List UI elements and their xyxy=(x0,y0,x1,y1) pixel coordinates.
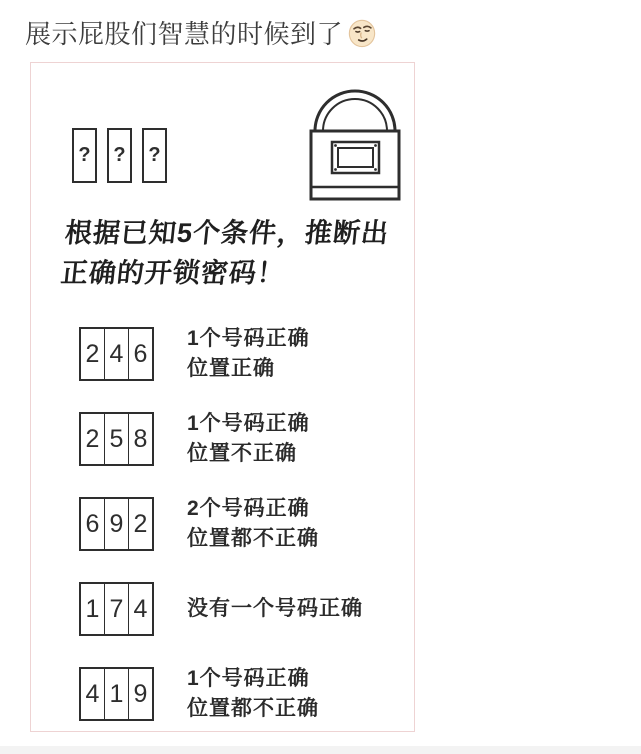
digit-cell: 4 xyxy=(133,594,148,623)
hint-line: 位置正确 xyxy=(187,357,275,380)
digit-cell: 8 xyxy=(133,424,148,453)
condition-row-2 xyxy=(79,412,363,466)
condition-hint xyxy=(187,324,310,384)
condition-row-1 xyxy=(79,327,363,381)
code-digit-placeholder: ? xyxy=(107,128,132,183)
digit-cell: 1 xyxy=(105,669,129,719)
digit-cell: 2 xyxy=(81,414,105,464)
digit-cell: 9 xyxy=(133,679,148,708)
digit-cell: 5 xyxy=(105,414,129,464)
digit-box xyxy=(79,497,154,551)
digit-cell: 2 xyxy=(133,509,148,538)
digit-box xyxy=(79,667,154,721)
section-divider xyxy=(0,746,641,754)
digit-box xyxy=(79,582,154,636)
hint-line: 没有一个号码正确 xyxy=(187,597,363,620)
hint-line: 位置不正确 xyxy=(187,442,297,465)
puzzle-image[interactable] xyxy=(30,62,415,732)
instruction-line-2: 正确的开锁密码！ xyxy=(59,258,287,288)
condition-list xyxy=(79,327,363,721)
code-digit-placeholder: ? xyxy=(142,128,167,183)
digit-cell: 4 xyxy=(81,669,105,719)
hint-line: 1个号码正确 xyxy=(187,412,310,435)
hint-line: 2个号码正确 xyxy=(187,497,310,520)
hint-line: 位置都不正确 xyxy=(187,697,319,720)
hint-line: 1个号码正确 xyxy=(187,327,310,350)
code-placeholder-boxes xyxy=(72,128,167,183)
condition-hint xyxy=(187,594,363,624)
digit-cell: 2 xyxy=(81,329,105,379)
smirk-emoji-icon xyxy=(347,18,377,48)
hint-line: 位置都不正确 xyxy=(187,527,319,550)
digit-cell: 9 xyxy=(105,499,129,549)
digit-cell: 6 xyxy=(81,499,105,549)
digit-box xyxy=(79,327,154,381)
digit-cell: 1 xyxy=(81,584,105,634)
condition-row-5 xyxy=(79,667,363,721)
post-title: 展示屁股们智慧的时候到了 xyxy=(25,19,344,49)
digit-cell: 6 xyxy=(133,339,148,368)
instruction-line-1: 根据已知5个条件，推断出 xyxy=(63,218,391,248)
condition-row-3 xyxy=(79,497,363,551)
post-title-row xyxy=(25,14,377,51)
condition-hint xyxy=(187,409,310,469)
digit-box xyxy=(79,412,154,466)
digit-cell: 7 xyxy=(105,584,129,634)
condition-row-4 xyxy=(79,582,363,636)
digit-cell: 4 xyxy=(105,329,129,379)
code-digit-placeholder: ? xyxy=(72,128,97,183)
condition-hint xyxy=(187,664,319,724)
hint-line: 1个号码正确 xyxy=(187,667,310,690)
puzzle-instruction xyxy=(59,213,391,293)
padlock-icon xyxy=(309,78,401,207)
condition-hint xyxy=(187,494,319,554)
